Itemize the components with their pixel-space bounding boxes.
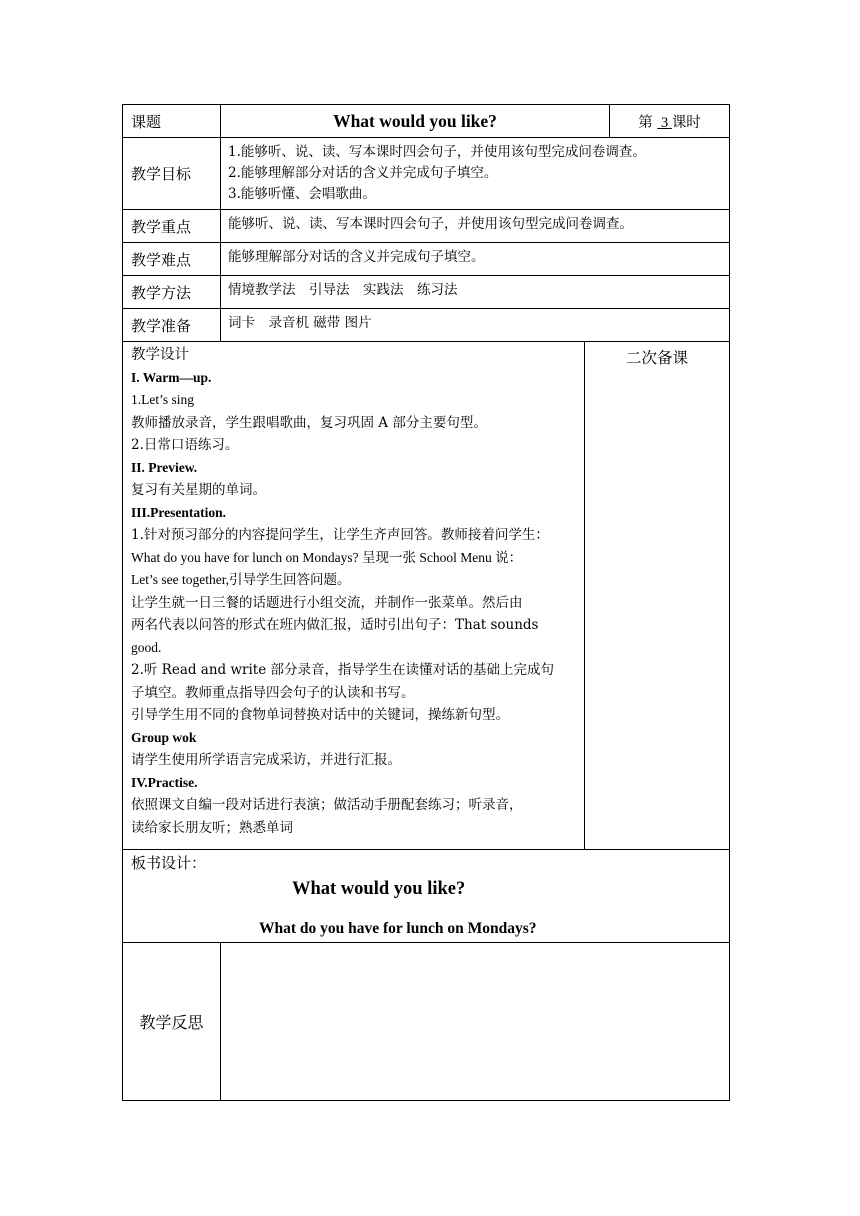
reflection-label: 教学反思 bbox=[123, 943, 221, 1101]
row-topic bbox=[123, 105, 730, 138]
topic-label: 课题 bbox=[123, 105, 221, 138]
key-points-text: 能够听、说、读、写本课时四会句子，并使用该句型完成问卷调查。 bbox=[221, 210, 730, 243]
methods-label: 教学方法 bbox=[123, 276, 221, 309]
row-design bbox=[123, 342, 730, 850]
second-prep-label: 二次备课 bbox=[585, 342, 730, 850]
board-subtitle: What do you have for lunch on Mondays? bbox=[259, 920, 537, 937]
difficulties-text: 能够理解部分对话的含义并完成句子填空。 bbox=[221, 243, 730, 276]
group-heading: Group wok bbox=[131, 729, 197, 745]
objective-item: 2.能够理解部分对话的含义并完成句子填空。 bbox=[228, 165, 498, 181]
reflection-content bbox=[221, 943, 730, 1101]
design-cell bbox=[123, 342, 585, 850]
presentation-line: 引导学生用不同的食物单词替换对话中的关键词，操练新句型。 bbox=[131, 707, 509, 723]
lesson-prefix: 第 bbox=[638, 114, 653, 131]
lesson-suffix: 课时 bbox=[671, 114, 701, 131]
row-board bbox=[123, 850, 730, 943]
presentation-line: 让学生就一日三餐的话题进行小组交流，并制作一张菜单。然后由 bbox=[131, 594, 523, 611]
objective-item: 3.能够听懂、会唱歌曲。 bbox=[228, 186, 376, 202]
design-label: 教学设计 bbox=[131, 347, 189, 363]
row-key-points bbox=[123, 210, 730, 243]
practise-line: 读给家长朋友听；熟悉单词 bbox=[131, 819, 293, 836]
presentation-line: good. bbox=[131, 639, 162, 655]
objectives-label: 教学目标 bbox=[123, 138, 221, 210]
preview-heading: II. Preview. bbox=[131, 459, 198, 475]
board-cell bbox=[123, 850, 730, 943]
presentation-line: 1.针对预习部分的内容提问学生，让学生齐声回答。教师接着问学生： bbox=[131, 527, 549, 543]
row-preparation bbox=[123, 309, 730, 342]
lesson-plan-table bbox=[122, 104, 730, 1101]
presentation-line: 2.听 Read and write 部分录音，指导学生在读懂对话的基础上完成句 bbox=[131, 662, 555, 678]
presentation-line: What do you have for lunch on Mondays? 呈现一张 School Menu 说： bbox=[131, 549, 523, 565]
key-points-label: 教学重点 bbox=[123, 210, 221, 243]
methods-text: 情境教学法 引导法 实践法 练习法 bbox=[221, 276, 730, 309]
warmup-item: 2.日常口语练习。 bbox=[131, 437, 239, 453]
group-desc: 请学生使用所学语言完成采访，并进行汇报。 bbox=[131, 752, 401, 768]
warmup-item: 1.Let’s sing bbox=[131, 392, 194, 407]
objective-item: 1.能够听、说、读、写本课时四会句子，并使用该句型完成问卷调查。 bbox=[228, 144, 646, 160]
board-label: 板书设计： bbox=[131, 854, 207, 872]
preview-desc: 复习有关星期的单词。 bbox=[131, 482, 266, 498]
warmup-desc: 教师播放录音，学生跟唱歌曲，复习巩固 A 部分主要句型。 bbox=[131, 414, 487, 431]
practise-heading: IV.Practise. bbox=[131, 774, 198, 790]
preparation-text: 词卡 录音机 磁带 图片 bbox=[221, 309, 730, 342]
warmup-heading: I. Warm—up. bbox=[131, 369, 212, 385]
presentation-heading: III.Presentation. bbox=[131, 504, 227, 520]
practise-line: 依照课文自编一段对话进行表演；做活动手册配套练习；听录音， bbox=[131, 797, 523, 813]
row-methods bbox=[123, 276, 730, 309]
objectives-list bbox=[221, 138, 730, 210]
presentation-line: Let’s see together,引导学生回答问题。 bbox=[131, 572, 351, 587]
presentation-line: 两名代表以问答的形式在班内做汇报，适时引出句子：That sounds bbox=[131, 617, 539, 633]
lesson-num: 3 bbox=[660, 114, 669, 131]
lesson-number bbox=[610, 105, 730, 138]
lesson-title: What would you like? bbox=[221, 105, 610, 138]
preparation-label: 教学准备 bbox=[123, 309, 221, 342]
board-title: What would you like? bbox=[292, 879, 466, 899]
presentation-line: 子填空。教师重点指导四会句子的认读和书写。 bbox=[131, 684, 415, 701]
difficulties-label: 教学难点 bbox=[123, 243, 221, 276]
row-difficulties bbox=[123, 243, 730, 276]
row-reflection bbox=[123, 943, 730, 1101]
row-objectives bbox=[123, 138, 730, 210]
